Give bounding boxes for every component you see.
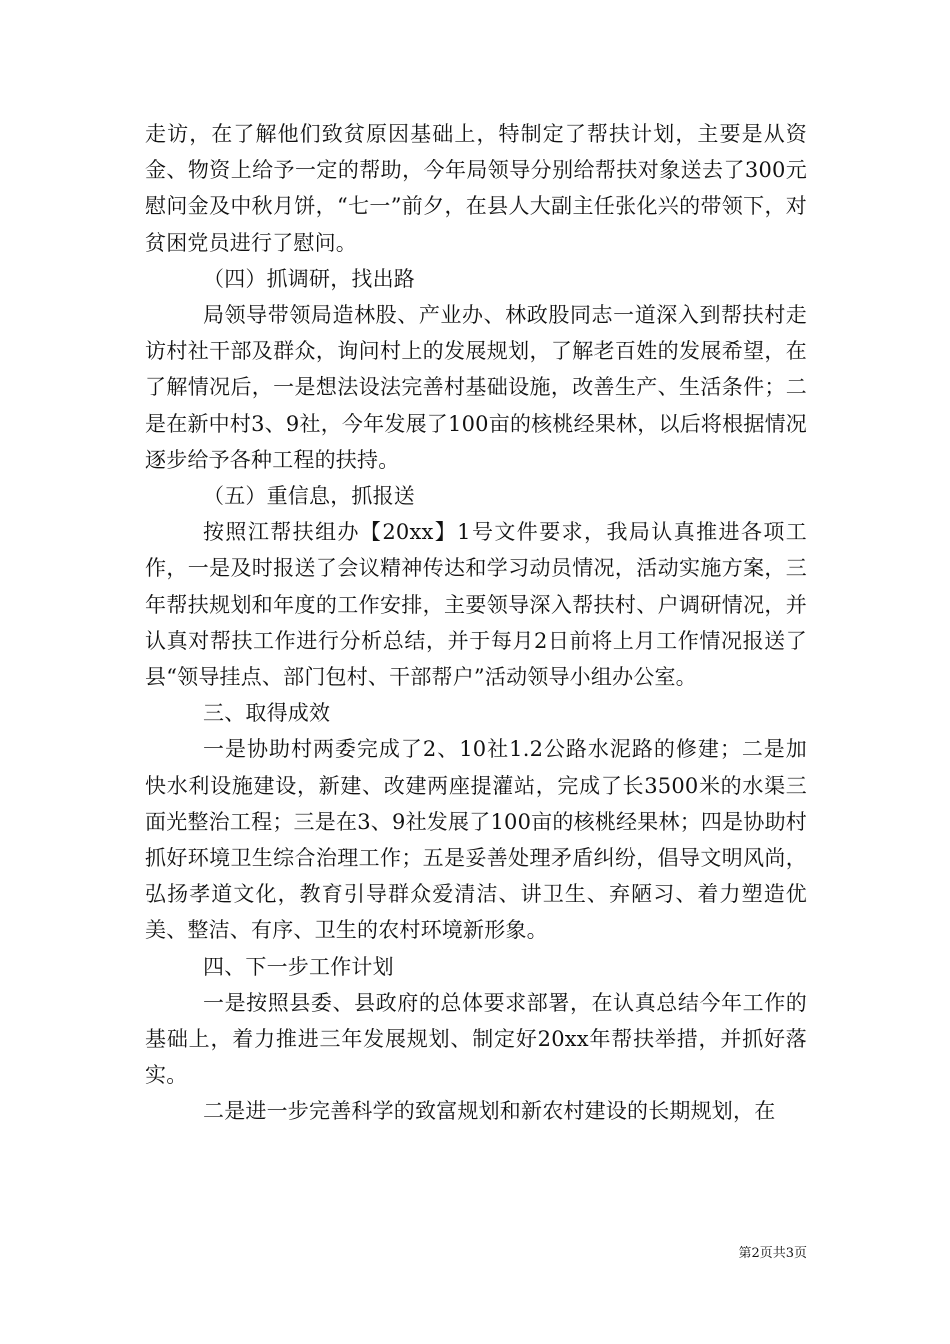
paragraph-7: 一是协助村两委完成了2、10社1.2公路水泥路的修建；二是加快水利设施建设，新建、改建两座提灌站，完成了长3500米的水渠三面光整治工程；三是在3、9社发展了100亩的核桃经果林；四是协助村抓好环境卫生综合治理工作；五是妥善处理矛盾纠纷，倡导文明风尚，弘扬孝道文化，教育引导群众爱清洁、讲卫生、弃陋习、着力塑造优美、整洁、有序、卫生的农村环境新形象。 (145, 737, 807, 943)
section-heading-results: 三、取得成效 (203, 701, 331, 726)
paragraph-10: 二是进一步完善科学的致富规划和新农村建设的长期规划，在 (203, 1099, 776, 1124)
paragraph-5: 按照江帮扶组办【20xx】1号文件要求，我局认真推进各项工作，一是及时报送了会议精神传达和学习动员情况，活动实施方案，三年帮扶规划和年度的工作安排，主要领导深入帮扶村、户调研情况，并认真对帮扶工作进行分析总结，并于每月2日前将上月工作情况报送了县“领导挂点、部门包村、干部帮户”活动领导小组办公室。 (145, 520, 807, 690)
section-heading-4: （四）抓调研，找出路 (203, 266, 415, 291)
paragraph-1: 走访，在了解他们致贫原因基础上，特制定了帮扶计划，主要是从资金、物资上给予一定的帮助，今年局领导分别给帮扶对象送去了300元慰问金及中秋月饼，“七一”前夕，在县人大副主任张化兴的带领下，对贫困党员进行了慰问。 (145, 122, 807, 255)
page-number: 第2页共3页 (738, 1246, 807, 1261)
paragraph-3: 局领导带领局造林股、产业办、林政股同志一道深入到帮扶村走访村社干部及群众，询问村上的发展规划，了解老百姓的发展希望，在了解情况后，一是想法设法完善村基础设施，改善生产、生活条件；二是在新中村3、9社，今年发展了100亩的核桃经果林，以后将根据情况逐步给予各种工程的扶持。 (145, 303, 807, 472)
section-heading-5: （五）重信息，抓报送 (203, 484, 415, 509)
section-heading-next-plan: 四、下一步工作计划 (203, 954, 394, 979)
document-body (145, 116, 807, 1130)
paragraph-9: 一是按照县委、县政府的总体要求部署，在认真总结今年工作的基础上，着力推进三年发展规划、制定好20xx年帮扶举措，并抓好落实。 (145, 990, 807, 1088)
